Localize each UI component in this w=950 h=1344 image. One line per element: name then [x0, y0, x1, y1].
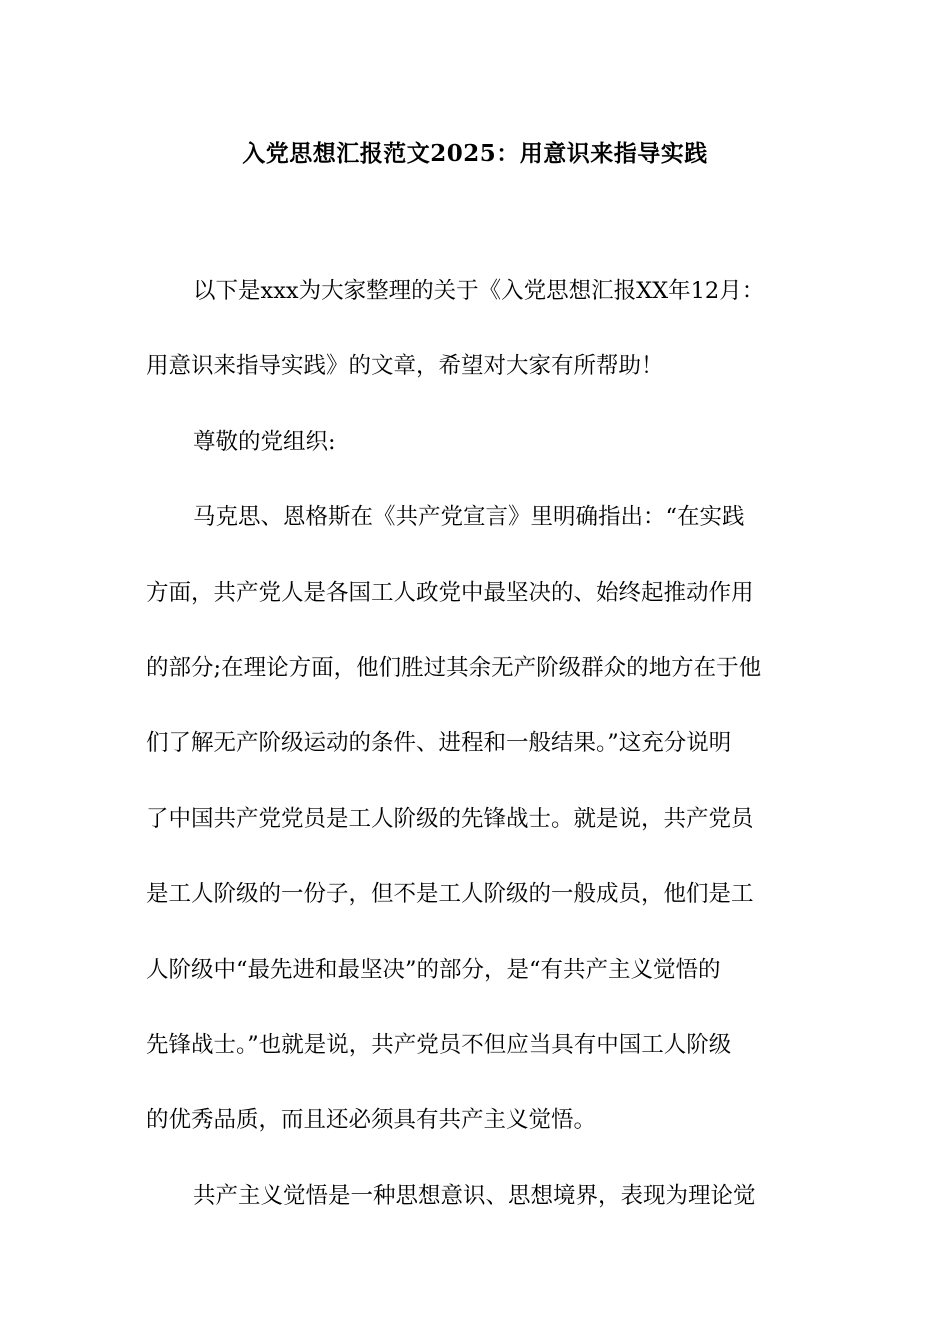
text-line: 的部分;在理论方面，他们胜过其余无产阶级群众的地方在于他: [146, 654, 762, 681]
text-line: 先锋战士。”也就是说，共产党员不但应当具有中国工人阶级: [146, 1031, 732, 1058]
text-line: 了中国共产党党员是工人阶级的先锋战士。就是说，共产党员: [146, 805, 754, 832]
text-line: 们了解无产阶级运动的条件、进程和一般结果。”这充分说明: [146, 730, 732, 757]
text-line: 以下是xxx为大家整理的关于《入党思想汇报XX年12月：: [193, 278, 765, 304]
text-line: 是工人阶级的一份子，但不是工人阶级的一般成员，他们是工: [146, 881, 754, 908]
text-line: 的优秀品质，而且还必须具有共产主义觉悟。: [146, 1107, 597, 1134]
text-line: 马克思、恩格斯在《共产党宣言》里明确指出：“在实践: [193, 504, 745, 531]
text-line: 方面，共产党人是各国工人政党中最坚决的、始终起推动作用: [146, 579, 754, 606]
text-line: 尊敬的党组织:: [193, 428, 336, 455]
text-line: 人阶级中“最先进和最坚决”的部分，是“有共产主义觉悟的: [146, 956, 721, 983]
text-line: 用意识来指导实践》的文章，希望对大家有所帮助！: [146, 353, 664, 380]
text-line: 共产主义觉悟是一种思想意识、思想境界，表现为理论觉: [193, 1182, 756, 1209]
document-body: [146, 254, 806, 1234]
document-title: 入党思想汇报范文2025：用意识来指导实践: [242, 140, 708, 167]
